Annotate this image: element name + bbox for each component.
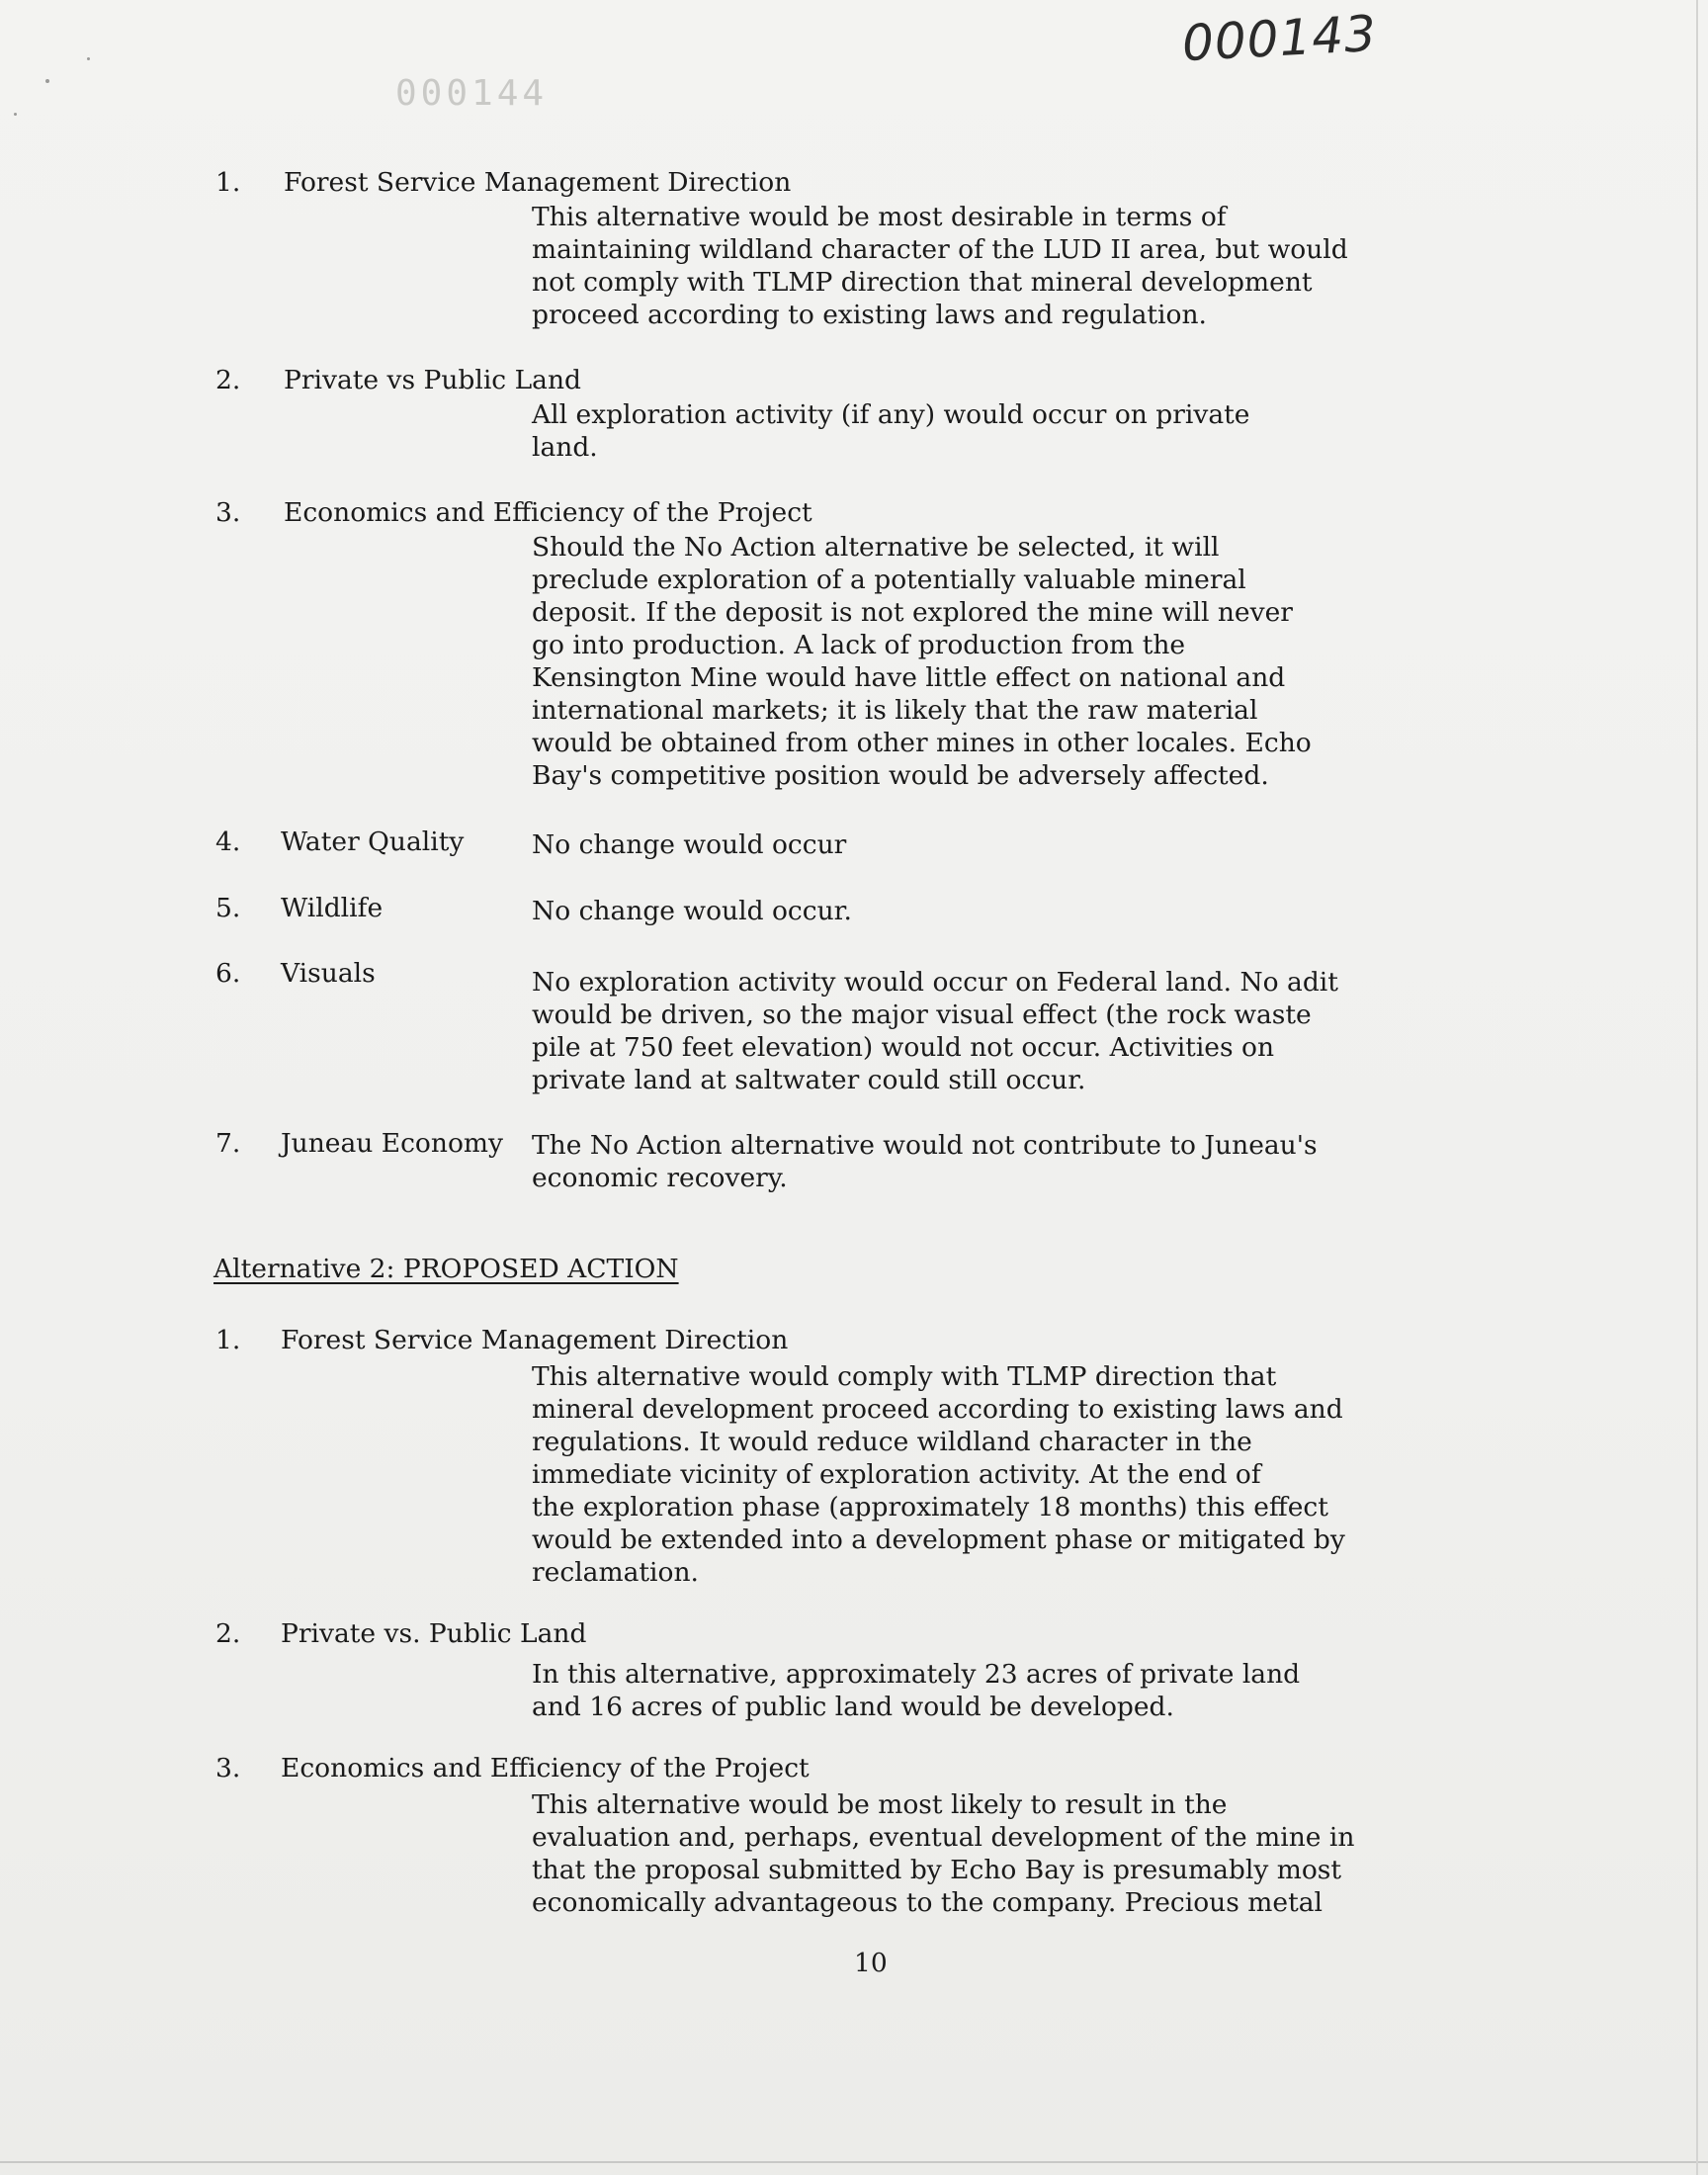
item-number: 1. [215, 167, 241, 198]
item-number: 5. [215, 893, 241, 923]
item-label: Visuals [281, 958, 376, 989]
paragraph-line: All exploration activity (if any) would occur on private [532, 399, 1250, 430]
paragraph-line: international markets; it is likely that the raw material [532, 695, 1258, 726]
item-number: 6. [215, 958, 241, 989]
paragraph-line: No exploration activity would occur on Federal land. No adit [532, 967, 1338, 998]
paragraph-line: that the proposal submitted by Echo Bay is presumably most [532, 1855, 1342, 1885]
paragraph-line: would be extended into a development phase or mitigated by [532, 1524, 1345, 1555]
paragraph-line: proceed according to existing laws and regulation. [532, 300, 1207, 330]
item-label: Wildlife [281, 893, 384, 923]
paragraph-line: This alternative would be most desirable in terms of [532, 202, 1227, 232]
paragraph-line: go into production. A lack of production from the [532, 630, 1186, 660]
paragraph-line: reclamation. [532, 1557, 699, 1588]
item-number: 7. [215, 1128, 241, 1159]
item-heading: Economics and Efficiency of the Project [281, 1753, 810, 1784]
scan-speck [45, 79, 49, 83]
item-heading: Forest Service Management Direction [281, 1325, 789, 1355]
paragraph-line: maintaining wildland character of the LUD II area, but would [532, 234, 1348, 265]
page-number: 10 [854, 1948, 888, 1978]
paragraph-line: Bay's competitive position would be adversely affected. [532, 760, 1269, 791]
item-number: 1. [215, 1325, 241, 1355]
paragraph-line: In this alternative, approximately 23 acres of private land [532, 1659, 1301, 1690]
paragraph-line: pile at 750 feet elevation) would not occur. Activities on [532, 1032, 1275, 1063]
scan-speck [14, 113, 17, 116]
paragraph-line: deposit. If the deposit is not explored the mine will never [532, 597, 1293, 628]
item-number: 2. [215, 365, 241, 395]
item-heading: Economics and Efficiency of the Project [284, 497, 812, 528]
faded-stamp-number: 000144 [395, 73, 549, 114]
paragraph-line: evaluation and, perhaps, eventual development of the mine in [532, 1822, 1355, 1853]
item-label: Juneau Economy [281, 1128, 503, 1159]
section-heading: Alternative 2: PROPOSED ACTION [214, 1254, 679, 1284]
paragraph-line: economic recovery. [532, 1163, 788, 1193]
item-label: Water Quality [281, 826, 465, 857]
paragraph-line: The No Action alternative would not contribute to Juneau's [532, 1130, 1318, 1161]
paragraph-line: not comply with TLMP direction that mineral development [532, 267, 1313, 298]
paragraph-line: land. [532, 432, 598, 463]
item-heading: Private vs Public Land [284, 365, 581, 395]
paragraph-line: and 16 acres of public land would be developed. [532, 1692, 1174, 1722]
scan-speck [87, 57, 90, 60]
paragraph-line: immediate vicinity of exploration activity. At the end of [532, 1459, 1261, 1490]
paragraph-line: Should the No Action alternative be selected, it will [532, 532, 1220, 563]
paragraph-line: would be driven, so the major visual effect (the rock waste [532, 1000, 1312, 1030]
paragraph-line: would be obtained from other mines in other locales. Echo [532, 728, 1312, 758]
paragraph-line: private land at saltwater could still occur. [532, 1065, 1086, 1095]
paragraph-line: regulations. It would reduce wildland character in the [532, 1427, 1252, 1457]
scan-edge-bottom [0, 2161, 1708, 2163]
item-number: 3. [215, 497, 241, 528]
scan-edge-right [1696, 0, 1698, 2175]
item-heading: Private vs. Public Land [281, 1618, 587, 1649]
paragraph-line: No change would occur. [532, 896, 852, 926]
paragraph-line: This alternative would comply with TLMP direction that [532, 1361, 1277, 1392]
paragraph-line: preclude exploration of a potentially valuable mineral [532, 565, 1246, 595]
item-heading: Forest Service Management Direction [284, 167, 792, 198]
paragraph-line: No change would occur [532, 829, 847, 860]
handwritten-document-number: 000143 [1180, 4, 1379, 73]
item-number: 3. [215, 1753, 241, 1784]
paragraph-line: the exploration phase (approximately 18 months) this effect [532, 1492, 1328, 1522]
item-number: 4. [215, 826, 241, 857]
paragraph-line: mineral development proceed according to existing laws and [532, 1394, 1343, 1425]
paragraph-line: Kensington Mine would have little effect on national and [532, 662, 1286, 693]
paragraph-line: economically advantageous to the company. Precious metal [532, 1887, 1324, 1918]
item-number: 2. [215, 1618, 241, 1649]
paragraph-line: This alternative would be most likely to result in the [532, 1789, 1228, 1820]
